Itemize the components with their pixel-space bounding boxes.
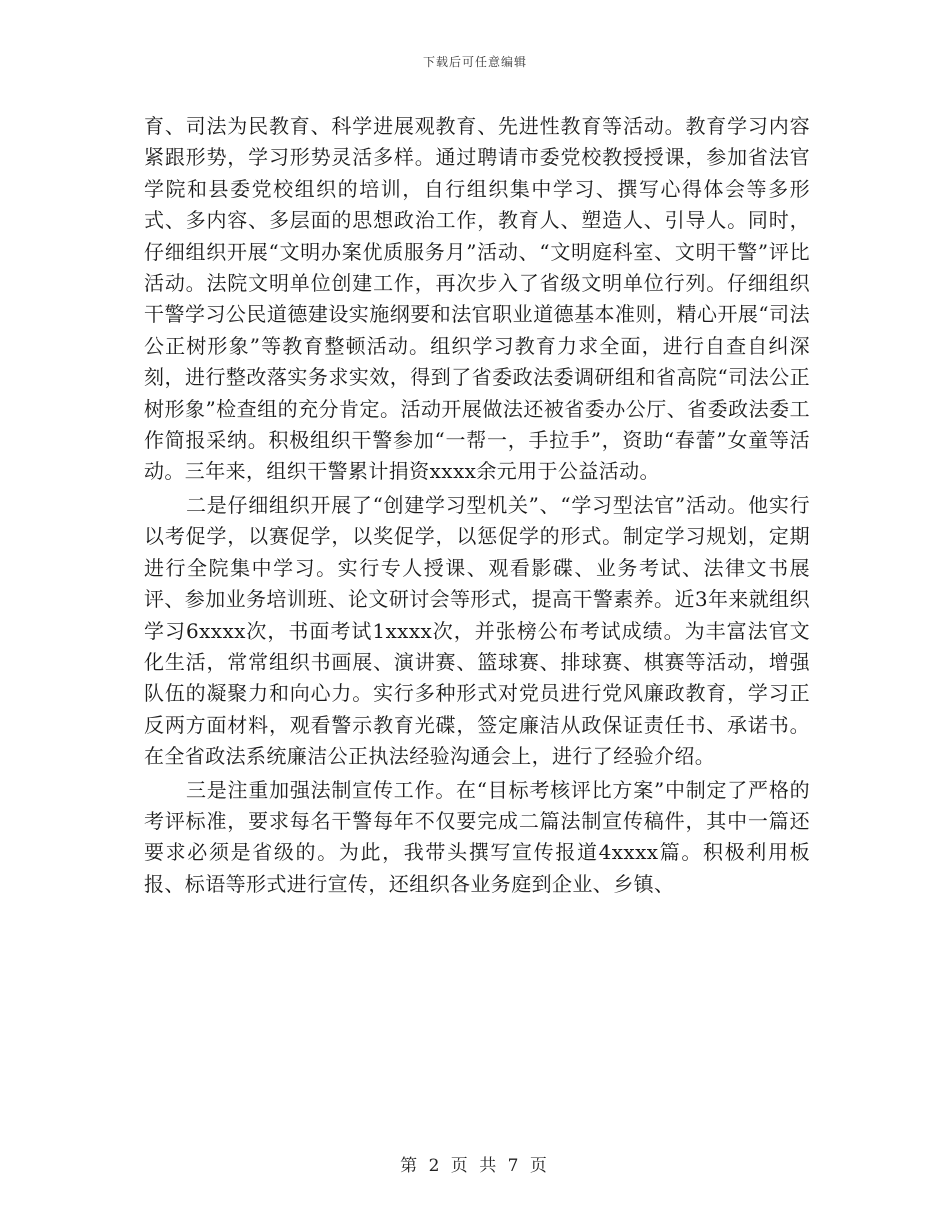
page-number-footer: 第 2 页 共 7 页	[400, 1156, 550, 1176]
paragraph-legal-publicity: 三是注重加强法制宣传工作。在“目标考核评比方案”中制定了严格的考评标准，要求每名干警每年不仅要完成二篇法制宣传稿件，其中一篇还要求必须是省级的。为此，我带头撰写宣传报道4xxxx篇。积极利用板报、标语等形式进行宣传，还组织各业务庭到企业、乡镇、	[144, 777, 810, 896]
paragraph-continued: 育、司法为民教育、科学进展观教育、先进性教育等活动。教育学习内容紧跟形势，学习形势灵活多样。通过聘请市委党校教授授课，参加省法官学院和县委党校组织的培训，自行组织集中学习、撰写心得体会等多形式、多内容、多层面的思想政治工作，教育人、塑造人、引导人。同时，仔细组织开展“文明办案优质服务月”活动、“文明庭科室、文明干警”评比活动。法院文明单位创建工作，再次步入了省级文明单位行列。仔细组织干警学习公民道德建设实施纲要和法官职业道德基本准则，精心开展“司法公正树形象”等教育整顿活动。组织学习教育力求全面，进行自查自纠深刻，进行整改落实务求实效，得到了省委政法委调研组和省高院“司法公正树形象”检查组的充分肯定。活动开展做法还被省委办公厅、省委政法委工作简报采纳。积极组织干警参加“一帮一，手拉手”，资助“春蕾”女童等活动。三年来，组织干警累计捐资xxxx余元用于公益活动。	[144, 114, 810, 484]
document-body	[144, 111, 810, 900]
paragraph-study-activities: 二是仔细组织开展了“创建学习型机关”、“学习型法官”活动。他实行以考促学，以赛促学，以奖促学，以惩促学的形式。制定学习规划，定期进行全院集中学习。实行专人授课、观看影碟、业务考试、法律文书展评、参加业务培训班、论文研讨会等形式，提高干警素养。近3年来就组织学习6xxxx次，书面考试1xxxx次，并张榜公布考试成绩。为丰富法官文化生活，常常组织书画展、演讲赛、篮球赛、排球赛、棋赛等活动，增强队伍的凝聚力和向心力。实行多种形式对党员进行党风廉政教育，学习正反两方面材料，观看警示教育光碟，签定廉洁从政保证责任书、承诺书。在全省政法系统廉洁公正执法经验沟通会上，进行了经验介绍。	[144, 492, 810, 769]
page-header: 下载后可任意编辑	[422, 55, 527, 69]
